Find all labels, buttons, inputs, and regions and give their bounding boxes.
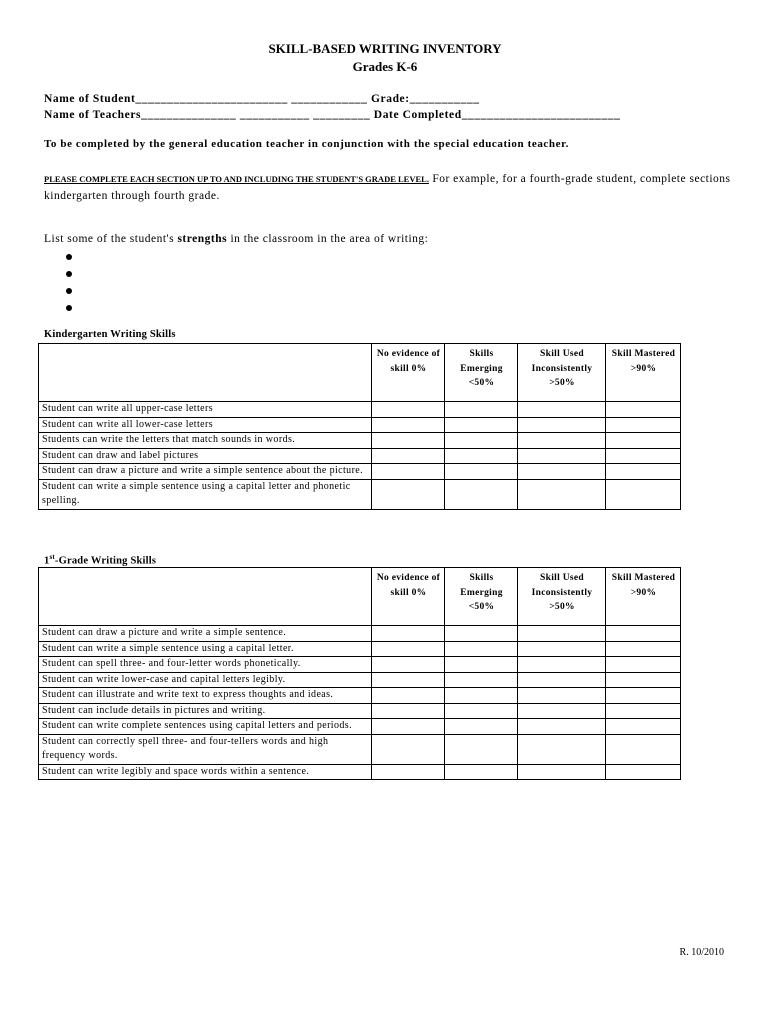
no-evidence-cell[interactable] [372,417,445,433]
inconsistent-cell[interactable] [518,688,606,704]
inconsistent-cell[interactable] [518,464,606,480]
mastered-cell[interactable] [606,764,681,780]
mastered-cell[interactable] [606,734,681,764]
strengths-bold: strengths [177,233,228,245]
mastered-cell[interactable] [606,479,681,509]
emerging-cell[interactable] [445,657,518,673]
emerging-cell[interactable] [445,719,518,735]
bullet-icon [66,271,72,277]
skill-description: Student can write all upper-case letters [39,402,372,418]
section-instruction-caps: PLEASE COMPLETE EACH SECTION UP TO AND INCLUDING THE STUDENT'S GRADE LEVEL. [44,174,429,184]
title-superscript: st [49,553,55,561]
no-evidence-cell[interactable] [372,703,445,719]
mastered-cell[interactable] [606,417,681,433]
completion-instruction: To be completed by the general education teacher in conjunction with the special education teacher. [44,138,569,150]
skill-row [39,479,681,509]
inconsistent-cell[interactable] [518,402,606,418]
emerging-cell[interactable] [445,448,518,464]
emerging-cell[interactable] [445,402,518,418]
first-grade-rows [39,626,681,780]
section-instruction-rest: For example, for a fourth-grade student, complete sections kindergarten through fourth grade. [44,173,731,202]
skill-row [39,641,681,657]
skill-description: Student can write complete sentences using capital letters and periods. [39,719,372,735]
inconsistent-cell[interactable] [518,448,606,464]
mastered-cell[interactable] [606,448,681,464]
emerging-cell[interactable] [445,464,518,480]
skill-row [39,703,681,719]
teacher-date-line: Name of Teachers_______________ ___________ _________ Date Completed_________________________ [44,109,621,121]
inconsistent-cell[interactable] [518,417,606,433]
inconsistent-header: Skill Used Inconsistently >50% [518,568,606,626]
mastered-header: Skill Mastered >90% [606,344,681,402]
skill-row [39,417,681,433]
strengths-prompt [44,233,428,245]
no-evidence-cell[interactable] [372,719,445,735]
no-evidence-cell[interactable] [372,764,445,780]
no-evidence-cell[interactable] [372,433,445,449]
inconsistent-cell[interactable] [518,719,606,735]
skill-row [39,719,681,735]
no-evidence-cell[interactable] [372,402,445,418]
skill-description: Student can spell three- and four-letter words phonetically. [39,657,372,673]
skill-row [39,464,681,480]
mastered-cell[interactable] [606,688,681,704]
mastered-cell[interactable] [606,433,681,449]
emerging-cell[interactable] [445,641,518,657]
no-evidence-cell[interactable] [372,641,445,657]
mastered-cell[interactable] [606,672,681,688]
skill-row [39,657,681,673]
skill-row [39,402,681,418]
skill-row [39,734,681,764]
header-row [39,344,681,402]
no-evidence-cell[interactable] [372,448,445,464]
inconsistent-cell[interactable] [518,479,606,509]
inconsistent-cell[interactable] [518,433,606,449]
skill-description: Student can illustrate and write text to express thoughts and ideas. [39,688,372,704]
emerging-cell[interactable] [445,417,518,433]
skill-column-header [39,568,372,626]
skill-description: Student can write lower-case and capital letters legibly. [39,672,372,688]
bullet-icon [66,305,72,311]
skill-row [39,448,681,464]
skill-description: Student can include details in pictures and writing. [39,703,372,719]
title-line: SKILL-BASED WRITING INVENTORY [268,41,502,56]
inconsistent-cell[interactable] [518,626,606,642]
emerging-header: Skills Emerging <50% [445,344,518,402]
skill-row [39,672,681,688]
revision-date: R. 10/2010 [679,947,724,958]
mastered-cell[interactable] [606,464,681,480]
mastered-cell[interactable] [606,657,681,673]
title-number: 1 [44,555,50,567]
emerging-cell[interactable] [445,672,518,688]
mastered-cell[interactable] [606,703,681,719]
no-evidence-cell[interactable] [372,626,445,642]
emerging-cell[interactable] [445,479,518,509]
kindergarten-rows [39,402,681,510]
skill-description: Student can draw a picture and write a simple sentence. [39,626,372,642]
mastered-cell[interactable] [606,641,681,657]
emerging-cell[interactable] [445,433,518,449]
mastered-cell[interactable] [606,402,681,418]
no-evidence-cell[interactable] [372,672,445,688]
student-info [44,91,620,123]
emerging-cell[interactable] [445,688,518,704]
skill-description: Student can write legibly and space words within a sentence. [39,764,372,780]
inconsistent-cell[interactable] [518,734,606,764]
skill-description: Student can write all lower-case letters [39,417,372,433]
emerging-cell[interactable] [445,734,518,764]
bullet-icon [66,254,72,260]
mastered-cell[interactable] [606,719,681,735]
inconsistent-cell[interactable] [518,672,606,688]
skill-description: Student can write a simple sentence using a capital letter and phonetic spelling. [39,479,372,509]
emerging-header: Skills Emerging <50% [445,568,518,626]
emerging-cell[interactable] [445,764,518,780]
skill-row [39,688,681,704]
inconsistent-cell[interactable] [518,764,606,780]
inconsistent-cell[interactable] [518,641,606,657]
mastered-cell[interactable] [606,626,681,642]
subtitle-line: Grades K-6 [352,59,418,74]
skill-description: Students can write the letters that match sounds in words. [39,433,372,449]
bullet-icon [66,288,72,294]
no-evidence-header: No evidence of skill 0% [372,344,445,402]
skill-column-header [39,344,372,402]
section-instruction [44,171,734,205]
skill-row [39,626,681,642]
skill-row [39,433,681,449]
inconsistent-cell[interactable] [518,657,606,673]
emerging-cell[interactable] [445,626,518,642]
first-grade-section-title [44,553,156,567]
strengths-prefix: List some of the student's [44,233,178,245]
header-row [39,568,681,626]
skill-description: Student can correctly spell three- and four-tellers words and high frequency words. [39,734,372,764]
no-evidence-cell[interactable] [372,464,445,480]
document-title [0,40,770,76]
student-grade-line: Name of Student________________________ ____________ Grade:___________ [44,93,480,105]
inconsistent-cell[interactable] [518,703,606,719]
skill-description: Student can draw a picture and write a simple sentence about the picture. [39,464,372,480]
kindergarten-table [38,343,681,510]
no-evidence-header: No evidence of skill 0% [372,568,445,626]
no-evidence-cell[interactable] [372,479,445,509]
no-evidence-cell[interactable] [372,688,445,704]
title-rest: -Grade Writing Skills [54,555,157,567]
no-evidence-cell[interactable] [372,657,445,673]
strengths-suffix: in the classroom in the area of writing: [227,233,429,245]
emerging-cell[interactable] [445,703,518,719]
skill-row [39,764,681,780]
kindergarten-section-title: Kindergarten Writing Skills [44,329,176,340]
first-grade-table [38,567,681,780]
skill-description: Student can draw and label pictures [39,448,372,464]
inconsistent-header: Skill Used Inconsistently >50% [518,344,606,402]
no-evidence-cell[interactable] [372,734,445,764]
skill-description: Student can write a simple sentence using a capital letter. [39,641,372,657]
mastered-header: Skill Mastered >90% [606,568,681,626]
